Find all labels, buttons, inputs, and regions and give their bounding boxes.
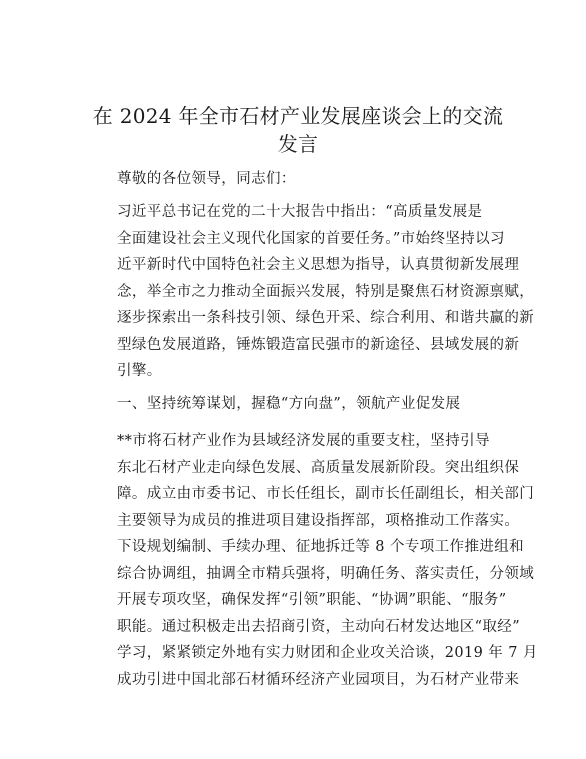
paragraph-line: 职能。通过积极走出去招商引资，主动向石材发达地区“取经” [117,618,521,635]
section-heading-1: 一、坚持统筹谋划，握稳“方向盘”，领航产业促发展 [117,396,461,412]
paragraph-2 [88,428,538,693]
paragraph-line: 型绿色发展道路，锤炼锻造富民强市的新途径、县域发展的新 [117,336,520,353]
document-title: 在 2024 年全市石材产业发展座谈会上的交流发言 [92,104,504,156]
paragraph-line: 近平新时代中国特色社会主义思想为指导，认真贯彻新发展理 [117,257,520,273]
paragraph-line: 念，举全市之力推动全面振兴发展，特别是聚焦石材资源禀赋， [117,283,535,300]
paragraph-line: 成功引进中国北部石材循环经济产业园项目，为石材产业带来 [117,671,520,688]
paragraph-line: 学习，紧紧锁定外地有实力财团和企业攻关洽谈，2019 年 7 月 [117,645,538,661]
paragraph-line: **市将石材产业作为县域经济发展的重要支柱，坚持引导 [117,433,490,449]
paragraph-line: 东北石材产业走向绿色发展、高质量发展新阶段。突出组织保 [117,459,520,476]
paragraph-line: 引擎。 [117,363,162,379]
paragraph-line: 开展专项攻坚，确保发挥“引领”职能、“协调”职能、“服务” [117,592,507,608]
paragraph-line: 障。成立由市委书记、市长任组长，副市长任副组长，相关部门 [117,486,535,502]
paragraph-line: 综合协调组，抽调全市精兵强将，明确任务、落实责任，分领域 [117,565,535,582]
paragraph-line: 逐步探索出一条科技引领、绿色开采、综合利用、和谐共赢的新 [117,310,535,326]
paragraph-line: 下设规划编制、手续办理、征地拆迁等 8 个专项工作推进组和 [117,539,525,555]
paragraph-1 [88,199,535,385]
paragraph-line: 主要领导为成员的推进项目建设指挥部，项格推动工作落实。 [117,512,520,529]
paragraph-line: 全面建设社会主义现代化国家的首要任务。”市始终坚持以习 [117,230,505,247]
salutation: 尊敬的各位领导，同志们： [117,171,296,187]
paragraph-line: 习近平总书记在党的二十大报告中指出：“高质量发展是 [117,204,483,220]
